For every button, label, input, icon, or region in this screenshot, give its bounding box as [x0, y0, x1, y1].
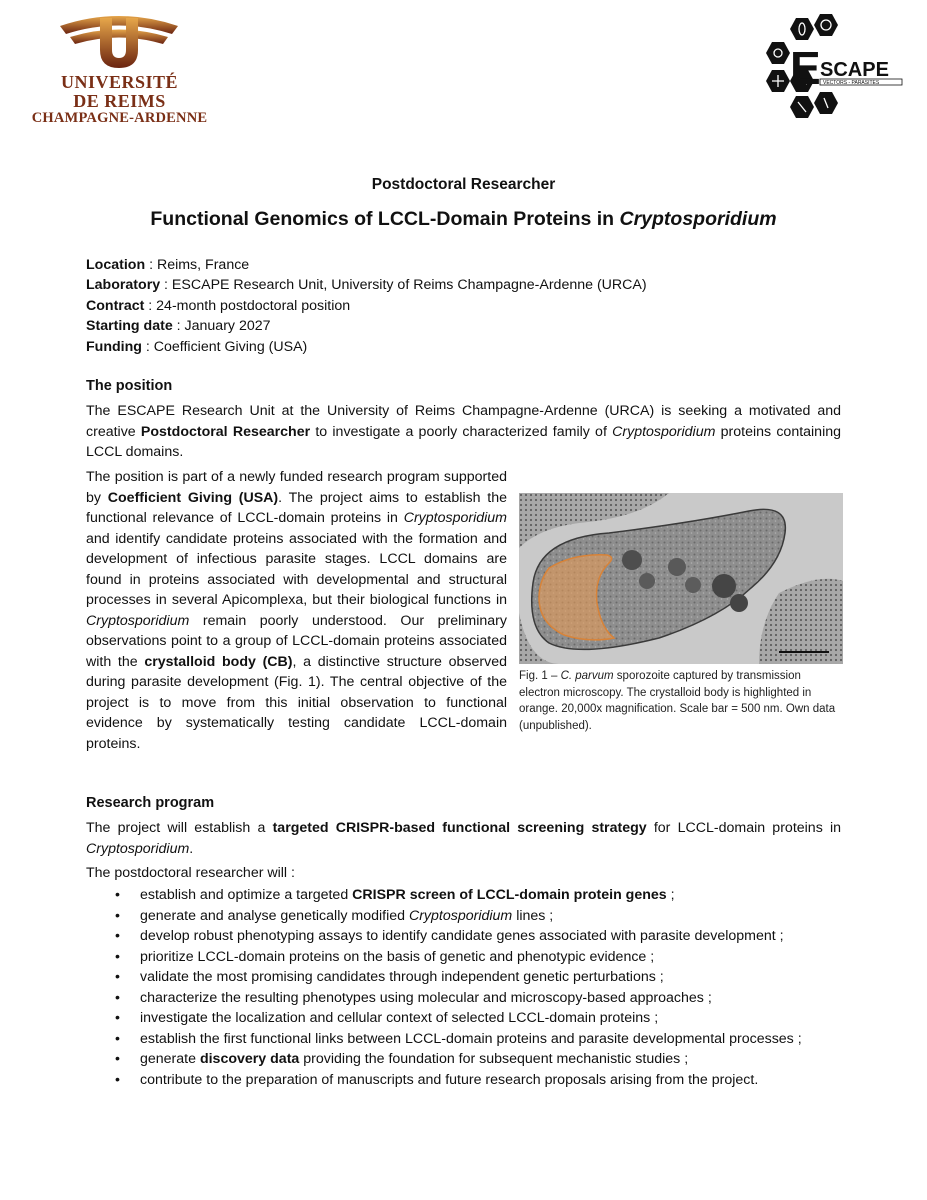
start-date-row — [86, 316, 846, 336]
location-row — [86, 255, 846, 275]
position-heading: The position — [86, 378, 173, 394]
text-run: establish the first functional links between LCCL-domain proteins and parasite developmental processes ; — [140, 1030, 802, 1047]
contract-label: Contract — [86, 297, 145, 314]
title-genus: Cryptosporidium — [619, 208, 777, 230]
bullet-icon: • — [115, 1051, 120, 1067]
bold-run: Coefficient Giving (USA) — [107, 489, 279, 506]
text-run: develop robust phenotyping assays to identify candidate genes associated with parasite development ; — [140, 928, 784, 944]
text-run: generate and analyse genetically modified — [140, 907, 409, 924]
bold-run: targeted CRISPR-based functional screening strategy — [272, 820, 647, 836]
caption-species: C. parvum — [560, 670, 614, 682]
research-heading: Research program — [86, 795, 215, 811]
laboratory-value: : ESCAPE Research Unit, University of Reims Champagne-Ardenne (URCA) — [160, 277, 647, 294]
text-run: remain poorly understood. Our preliminary observations point to a group of LCCL-domain proteins associated with the — [86, 612, 507, 670]
tem-micrograph — [519, 493, 843, 664]
contract-value: : 24-month postdoctoral position — [144, 297, 351, 314]
list-item — [86, 1049, 841, 1070]
bullet-icon: • — [115, 928, 120, 944]
text-run: investigate the localization and cellular context of selected LCCL-domain proteins ; — [140, 1010, 659, 1026]
bullet-icon: • — [115, 1071, 120, 1088]
text-run: . The project aims to establish the functional relevance of LCCL-domain proteins in — [86, 489, 507, 526]
bullet-icon: • — [115, 1010, 120, 1026]
text-run: . — [189, 840, 194, 857]
bold-run: CRISPR screen of LCCL-domain protein genes — [352, 887, 667, 903]
position-paragraph-2 — [86, 467, 507, 754]
text-run: proteins containing LCCL domains. — [86, 423, 842, 460]
bullet-icon: • — [115, 969, 120, 985]
bold-run: Postdoctoral Researcher — [140, 423, 311, 440]
text-run: The position is part of a newly funded research program supported by — [86, 469, 507, 506]
list-item — [86, 1008, 841, 1029]
scale-bar — [779, 651, 829, 653]
title-text: Functional Genomics of LCCL-Domain Proteins in — [150, 208, 620, 230]
position-subtitle: Postdoctoral Researcher — [371, 176, 556, 193]
list-item — [86, 1070, 841, 1091]
urca-logo-line3: CHAMPAGNE-ARDENNE — [31, 110, 208, 126]
escape-logo-e: E — [790, 42, 821, 94]
text-run: and identify candidate proteins associated with the formation and development of infectious parasite stages. LCCL domains are found in proteins associated with developmental and structural processes in several Apicomplexa, but their biological functions in — [86, 530, 507, 608]
list-item — [86, 988, 841, 1009]
text-run: , a distinctive structure observed during parasite development (Fig. 1). The central objective of the project is to move from this initial observation to functional evidence by systematically testing candidate LCCL-domain proteins. — [86, 653, 507, 752]
text-run: for LCCL-domain proteins in — [646, 820, 842, 836]
start-date-label: Starting date — [86, 318, 173, 335]
caption-text: sporozoite captured by transmission electron microscopy. The crystalloid body is highlighted in orange. 20,000x magnification. Scale bar = 500 nm. Own data (unpublished). — [519, 670, 836, 732]
caption-text: Fig. 1 – — [519, 670, 561, 682]
position-paragraph-1 — [86, 401, 841, 463]
laboratory-row — [86, 275, 846, 295]
location-value: : Reims, France — [145, 257, 250, 273]
list-item — [86, 926, 841, 947]
bullet-icon: • — [115, 907, 120, 924]
italic-run: Cryptosporidium — [408, 907, 513, 924]
text-run: lines ; — [512, 907, 554, 924]
research-paragraph-1 — [86, 818, 841, 859]
italic-run: Cryptosporidium — [612, 423, 716, 440]
list-item — [86, 885, 841, 906]
text-run: contribute to the preparation of manuscripts and future research proposals arising from the project. — [140, 1071, 759, 1088]
location-label: Location — [86, 257, 146, 273]
text-run: providing the foundation for subsequent mechanistic studies ; — [299, 1051, 689, 1067]
list-item — [86, 967, 841, 988]
text-run: establish and optimize a targeted — [140, 887, 353, 903]
research-paragraph-2: The postdoctoral researcher will : — [86, 865, 295, 881]
urca-emblem-icon — [22, 12, 217, 72]
funding-label: Funding — [86, 338, 142, 355]
funding-value: : Coefficient Giving (USA) — [141, 338, 308, 355]
bullet-icon: • — [115, 887, 120, 903]
contract-row — [86, 296, 846, 316]
text-run: characterize the resulting phenotypes using molecular and microscopy-based approaches ; — [140, 989, 712, 1006]
responsibilities-list — [86, 885, 841, 1090]
italic-run: Cryptosporidium — [86, 840, 190, 857]
position-details — [86, 255, 846, 357]
escape-logo-tagline: VECTORS - PARASITES — [823, 80, 880, 86]
bullet-icon: • — [115, 989, 120, 1006]
bullet-icon: • — [115, 1030, 120, 1047]
bullet-icon: • — [115, 948, 120, 965]
text-run: to investigate a poorly characterized family of — [310, 423, 613, 440]
bold-run: crystalloid body (CB) — [144, 653, 293, 670]
figure-caption — [519, 668, 844, 734]
laboratory-label: Laboratory — [86, 277, 161, 294]
text-run: ; — [666, 887, 675, 903]
text-run: validate the most promising candidates through independent genetic perturbations ; — [140, 969, 664, 985]
text-run: generate — [140, 1051, 200, 1067]
text-run: The ESCAPE Research Unit at the University of Reims Champagne-Ardenne (URCA) is seeking a motivated and creative — [86, 403, 841, 440]
bold-run: discovery data — [199, 1051, 300, 1067]
escape-logo — [752, 12, 904, 120]
italic-run: Cryptosporidium — [403, 510, 507, 526]
text-run: prioritize LCCL-domain proteins on the basis of genetic and phenotypic evidence ; — [140, 948, 655, 965]
list-item — [86, 947, 841, 968]
text-run: The project will establish a — [86, 820, 273, 836]
escape-logo-name: SCAPE — [820, 59, 889, 81]
page-title — [0, 208, 927, 231]
urca-logo-line2: DE REIMS — [73, 91, 166, 111]
urca-logo-line1: UNIVERSITÉ — [60, 72, 179, 92]
funding-row — [86, 337, 846, 357]
italic-run: Cryptosporidium — [86, 612, 190, 629]
list-item — [86, 1029, 841, 1050]
start-date-value: : January 2027 — [172, 318, 271, 335]
urca-logo — [22, 12, 217, 124]
list-item — [86, 906, 841, 927]
